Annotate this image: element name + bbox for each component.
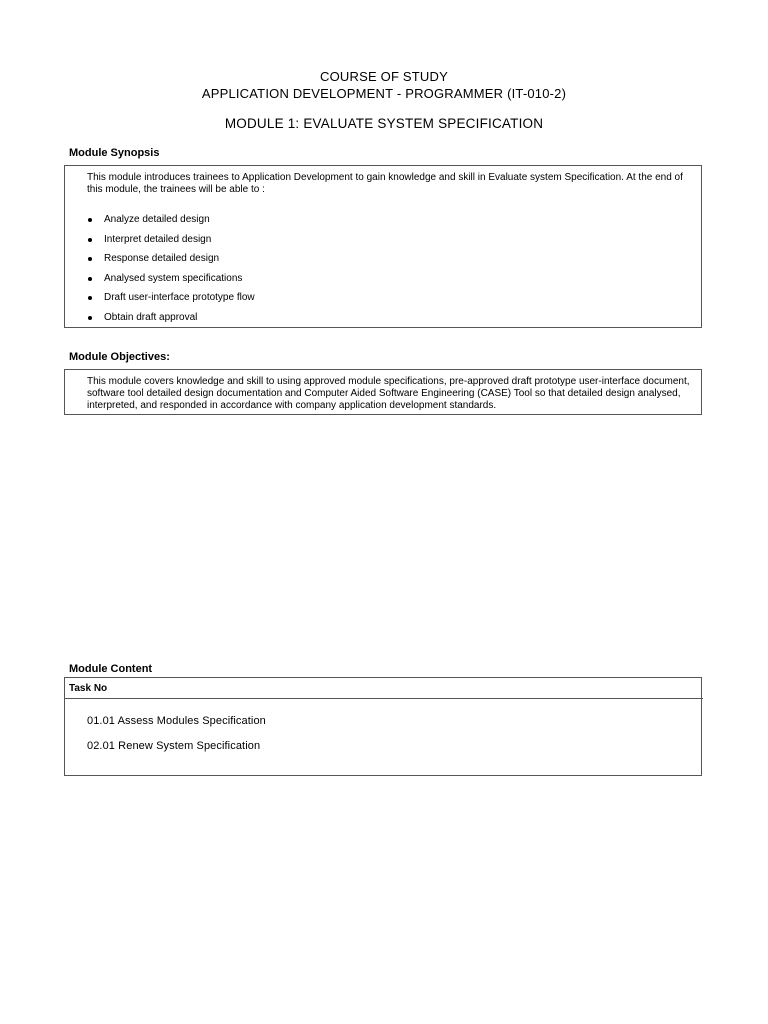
table-row: 02.01 Renew System Specification [87, 740, 261, 752]
synopsis-list [87, 214, 255, 332]
synopsis-box [64, 165, 702, 328]
list-item: Interpret detailed design [87, 234, 255, 254]
list-item: Obtain draft approval [87, 312, 255, 332]
column-header-task-no: Task No [69, 683, 108, 694]
course-title: COURSE OF STUDY [320, 69, 448, 84]
table-header [65, 678, 703, 699]
list-item: Analyze detailed design [87, 214, 255, 234]
list-item: Response detailed design [87, 253, 255, 273]
content-heading: Module Content [69, 663, 153, 675]
objectives-heading: Module Objectives: [69, 351, 170, 363]
objectives-box [64, 369, 702, 415]
program-title: APPLICATION DEVELOPMENT - PROGRAMMER (IT-010-2) [201, 86, 567, 101]
synopsis-intro: This module introduces trainees to Application Development to gain knowledge and skill in Evaluate system Specification. At the end of this module, the trainees will be able to : [87, 172, 683, 195]
list-item: Draft user-interface prototype flow [87, 292, 255, 312]
table-row: 01.01 Assess Modules Specification [87, 715, 266, 727]
module-title: MODULE 1: EVALUATE SYSTEM SPECIFICATION [224, 116, 544, 131]
synopsis-heading: Module Synopsis [69, 147, 160, 159]
list-item: Analysed system specifications [87, 273, 255, 293]
objectives-text: This module covers knowledge and skill to using approved module specifications, pre-approved draft prototype user-interface document, software tool detailed design documentation and Computer Aided Software Engineering (CASE) Tool so that detailed design analysed, interpreted, and responded in accordance with company application development standards. [87, 376, 690, 411]
content-table [64, 677, 702, 776]
